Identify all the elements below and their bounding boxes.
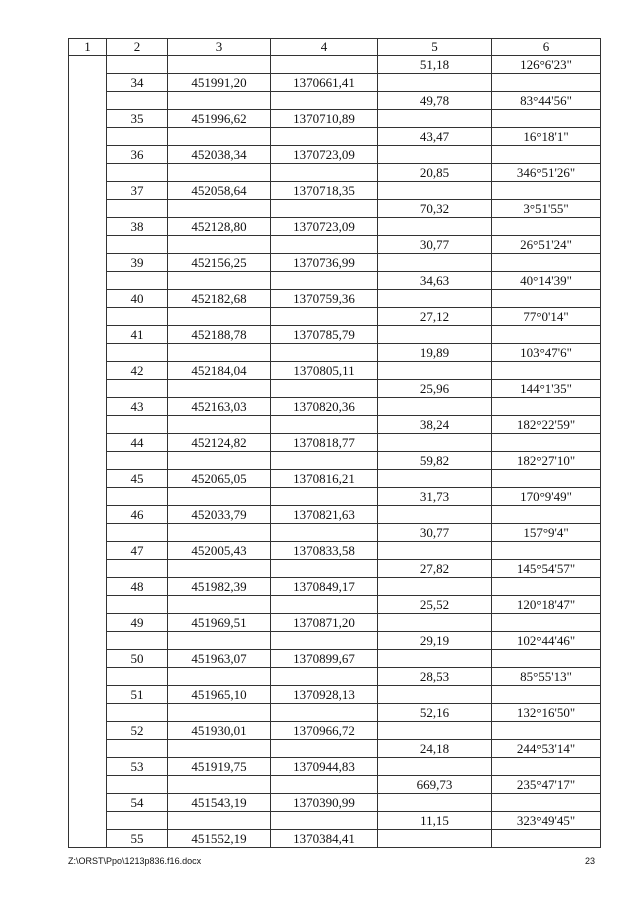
angle-cell — [492, 290, 601, 308]
x-coordinate-cell: 452005,43 — [168, 542, 271, 560]
table-row — [69, 542, 601, 560]
distance-cell: 27,12 — [378, 308, 492, 326]
point-number-cell — [107, 524, 168, 542]
x-coordinate-cell — [168, 164, 271, 182]
x-coordinate-cell — [168, 452, 271, 470]
angle-cell: 244°53'14" — [492, 740, 601, 758]
table-row — [69, 182, 601, 200]
point-number-cell — [107, 164, 168, 182]
angle-cell: 182°27'10" — [492, 452, 601, 470]
table-row — [69, 434, 601, 452]
table-row — [69, 128, 601, 146]
x-coordinate-cell: 452058,64 — [168, 182, 271, 200]
point-number-cell — [107, 596, 168, 614]
x-coordinate-cell: 452038,34 — [168, 146, 271, 164]
point-number-cell: 51 — [107, 686, 168, 704]
x-coordinate-cell — [168, 524, 271, 542]
point-number-cell: 54 — [107, 794, 168, 812]
angle-cell: 132°16'50" — [492, 704, 601, 722]
y-coordinate-cell — [271, 740, 378, 758]
angle-cell — [492, 470, 601, 488]
y-coordinate-cell: 1370899,67 — [271, 650, 378, 668]
y-coordinate-cell: 1370384,41 — [271, 830, 378, 848]
table-row — [69, 416, 601, 434]
point-number-cell — [107, 236, 168, 254]
x-coordinate-cell — [168, 272, 271, 290]
point-number-cell: 49 — [107, 614, 168, 632]
angle-cell — [492, 182, 601, 200]
point-number-cell — [107, 560, 168, 578]
point-number-cell: 41 — [107, 326, 168, 344]
distance-cell: 29,19 — [378, 632, 492, 650]
y-coordinate-cell: 1370759,36 — [271, 290, 378, 308]
y-coordinate-cell — [271, 488, 378, 506]
point-number-cell: 35 — [107, 110, 168, 128]
x-coordinate-cell: 451543,19 — [168, 794, 271, 812]
distance-cell: 34,63 — [378, 272, 492, 290]
y-coordinate-cell: 1370785,79 — [271, 326, 378, 344]
header-cell: 1 — [69, 39, 107, 56]
angle-cell: 145°54'57" — [492, 560, 601, 578]
distance-cell: 30,77 — [378, 524, 492, 542]
table-row — [69, 362, 601, 380]
point-number-cell — [107, 92, 168, 110]
angle-cell: 120°18'47" — [492, 596, 601, 614]
table-row — [69, 632, 601, 650]
table-row — [69, 272, 601, 290]
x-coordinate-cell: 451965,10 — [168, 686, 271, 704]
angle-cell — [492, 398, 601, 416]
coordinates-table — [68, 38, 601, 848]
point-number-cell — [107, 452, 168, 470]
distance-cell — [378, 110, 492, 128]
distance-cell — [378, 146, 492, 164]
distance-cell: 25,96 — [378, 380, 492, 398]
distance-cell — [378, 758, 492, 776]
y-coordinate-cell — [271, 560, 378, 578]
x-coordinate-cell — [168, 740, 271, 758]
y-coordinate-cell — [271, 164, 378, 182]
distance-cell — [378, 794, 492, 812]
y-coordinate-cell — [271, 776, 378, 794]
point-number-cell — [107, 740, 168, 758]
distance-cell: 59,82 — [378, 452, 492, 470]
angle-cell — [492, 506, 601, 524]
header-cell: 5 — [378, 39, 492, 56]
angle-cell: 103°47'6" — [492, 344, 601, 362]
angle-cell: 346°51'26" — [492, 164, 601, 182]
point-number-cell: 46 — [107, 506, 168, 524]
table-row — [69, 452, 601, 470]
distance-cell: 19,89 — [378, 344, 492, 362]
table-row — [69, 758, 601, 776]
angle-cell: 323°49'45" — [492, 812, 601, 830]
distance-cell: 38,24 — [378, 416, 492, 434]
x-coordinate-cell — [168, 560, 271, 578]
distance-cell — [378, 254, 492, 272]
distance-cell — [378, 290, 492, 308]
table-row — [69, 308, 601, 326]
table-row — [69, 218, 601, 236]
point-number-cell — [107, 380, 168, 398]
footer-file-path: Z:\ORST\Ppo\1213p836.f16.docx — [68, 856, 202, 866]
header-cell: 4 — [271, 39, 378, 56]
y-coordinate-cell — [271, 524, 378, 542]
y-coordinate-cell — [271, 236, 378, 254]
table-row — [69, 200, 601, 218]
angle-cell — [492, 614, 601, 632]
x-coordinate-cell — [168, 344, 271, 362]
angle-cell: 126°6'23" — [492, 56, 601, 74]
x-coordinate-cell: 451991,20 — [168, 74, 271, 92]
table-row — [69, 596, 601, 614]
angle-cell — [492, 326, 601, 344]
table-row — [69, 56, 601, 74]
point-number-cell: 37 — [107, 182, 168, 200]
angle-cell — [492, 830, 601, 848]
table-row — [69, 506, 601, 524]
point-number-cell — [107, 776, 168, 794]
distance-cell: 52,16 — [378, 704, 492, 722]
point-number-cell — [107, 200, 168, 218]
distance-cell — [378, 722, 492, 740]
distance-cell — [378, 74, 492, 92]
x-coordinate-cell: 452128,80 — [168, 218, 271, 236]
distance-cell — [378, 506, 492, 524]
header-row — [69, 39, 601, 56]
point-number-cell — [107, 632, 168, 650]
point-number-cell: 48 — [107, 578, 168, 596]
y-coordinate-cell — [271, 272, 378, 290]
table-row — [69, 830, 601, 848]
table-row — [69, 470, 601, 488]
x-coordinate-cell: 452163,03 — [168, 398, 271, 416]
angle-cell — [492, 542, 601, 560]
distance-cell: 31,73 — [378, 488, 492, 506]
angle-cell: 157°9'4" — [492, 524, 601, 542]
table-row — [69, 326, 601, 344]
y-coordinate-cell — [271, 704, 378, 722]
distance-cell — [378, 182, 492, 200]
x-coordinate-cell: 451982,39 — [168, 578, 271, 596]
point-number-cell: 38 — [107, 218, 168, 236]
x-coordinate-cell — [168, 416, 271, 434]
y-coordinate-cell — [271, 344, 378, 362]
point-number-cell — [107, 308, 168, 326]
point-number-cell: 53 — [107, 758, 168, 776]
column-1-merged-cell — [69, 56, 107, 848]
y-coordinate-cell — [271, 92, 378, 110]
angle-cell — [492, 722, 601, 740]
distance-cell — [378, 470, 492, 488]
y-coordinate-cell — [271, 596, 378, 614]
point-number-cell: 45 — [107, 470, 168, 488]
y-coordinate-cell: 1370966,72 — [271, 722, 378, 740]
distance-cell: 27,82 — [378, 560, 492, 578]
point-number-cell — [107, 704, 168, 722]
point-number-cell: 52 — [107, 722, 168, 740]
y-coordinate-cell: 1370736,99 — [271, 254, 378, 272]
y-coordinate-cell — [271, 812, 378, 830]
point-number-cell — [107, 668, 168, 686]
point-number-cell — [107, 56, 168, 74]
x-coordinate-cell: 451930,01 — [168, 722, 271, 740]
distance-cell — [378, 686, 492, 704]
x-coordinate-cell — [168, 308, 271, 326]
distance-cell — [378, 830, 492, 848]
distance-cell — [378, 614, 492, 632]
page-number: 23 — [585, 856, 596, 866]
distance-cell: 28,53 — [378, 668, 492, 686]
x-coordinate-cell — [168, 200, 271, 218]
angle-cell — [492, 254, 601, 272]
point-number-cell — [107, 416, 168, 434]
x-coordinate-cell: 452184,04 — [168, 362, 271, 380]
angle-cell: 85°55'13" — [492, 668, 601, 686]
distance-cell: 49,78 — [378, 92, 492, 110]
table-row — [69, 74, 601, 92]
point-number-cell: 55 — [107, 830, 168, 848]
table-row — [69, 488, 601, 506]
point-number-cell: 39 — [107, 254, 168, 272]
table-row — [69, 146, 601, 164]
x-coordinate-cell: 451969,51 — [168, 614, 271, 632]
table-row — [69, 398, 601, 416]
x-coordinate-cell: 452182,68 — [168, 290, 271, 308]
y-coordinate-cell: 1370710,89 — [271, 110, 378, 128]
distance-cell — [378, 362, 492, 380]
x-coordinate-cell — [168, 92, 271, 110]
y-coordinate-cell — [271, 56, 378, 74]
table-row — [69, 650, 601, 668]
x-coordinate-cell — [168, 632, 271, 650]
distance-cell — [378, 434, 492, 452]
distance-cell — [378, 650, 492, 668]
y-coordinate-cell: 1370723,09 — [271, 218, 378, 236]
table-row — [69, 776, 601, 794]
angle-cell: 40°14'39" — [492, 272, 601, 290]
point-number-cell: 34 — [107, 74, 168, 92]
y-coordinate-cell: 1370944,83 — [271, 758, 378, 776]
header-cell: 3 — [168, 39, 271, 56]
point-number-cell: 42 — [107, 362, 168, 380]
point-number-cell — [107, 272, 168, 290]
distance-cell: 70,32 — [378, 200, 492, 218]
angle-cell: 16°18'1" — [492, 128, 601, 146]
x-coordinate-cell: 452188,78 — [168, 326, 271, 344]
table-row — [69, 110, 601, 128]
distance-cell — [378, 578, 492, 596]
y-coordinate-cell: 1370849,17 — [271, 578, 378, 596]
x-coordinate-cell: 452033,79 — [168, 506, 271, 524]
point-number-cell: 50 — [107, 650, 168, 668]
angle-cell: 102°44'46" — [492, 632, 601, 650]
table-row — [69, 794, 601, 812]
x-coordinate-cell: 452124,82 — [168, 434, 271, 452]
distance-cell: 669,73 — [378, 776, 492, 794]
header-cell: 6 — [492, 39, 601, 56]
x-coordinate-cell — [168, 596, 271, 614]
x-coordinate-cell: 451919,75 — [168, 758, 271, 776]
table-row — [69, 560, 601, 578]
distance-cell: 30,77 — [378, 236, 492, 254]
distance-cell: 11,15 — [378, 812, 492, 830]
angle-cell: 144°1'35" — [492, 380, 601, 398]
y-coordinate-cell: 1370821,63 — [271, 506, 378, 524]
point-number-cell: 44 — [107, 434, 168, 452]
angle-cell — [492, 794, 601, 812]
distance-cell — [378, 398, 492, 416]
y-coordinate-cell — [271, 416, 378, 434]
y-coordinate-cell: 1370723,09 — [271, 146, 378, 164]
table-row — [69, 290, 601, 308]
distance-cell — [378, 326, 492, 344]
distance-cell — [378, 218, 492, 236]
point-number-cell: 47 — [107, 542, 168, 560]
table-row — [69, 164, 601, 182]
x-coordinate-cell — [168, 812, 271, 830]
x-coordinate-cell — [168, 236, 271, 254]
angle-cell: 3°51'55" — [492, 200, 601, 218]
x-coordinate-cell — [168, 668, 271, 686]
y-coordinate-cell: 1370818,77 — [271, 434, 378, 452]
point-number-cell: 43 — [107, 398, 168, 416]
angle-cell: 26°51'24" — [492, 236, 601, 254]
table-row — [69, 524, 601, 542]
angle-cell — [492, 218, 601, 236]
table-row — [69, 344, 601, 362]
y-coordinate-cell: 1370390,99 — [271, 794, 378, 812]
header-cell: 2 — [107, 39, 168, 56]
table-row — [69, 740, 601, 758]
x-coordinate-cell — [168, 776, 271, 794]
table-row — [69, 614, 601, 632]
distance-cell: 20,85 — [378, 164, 492, 182]
table-row — [69, 236, 601, 254]
y-coordinate-cell — [271, 632, 378, 650]
x-coordinate-cell: 451963,07 — [168, 650, 271, 668]
angle-cell — [492, 758, 601, 776]
point-number-cell: 40 — [107, 290, 168, 308]
point-number-cell: 36 — [107, 146, 168, 164]
distance-cell: 24,18 — [378, 740, 492, 758]
table-row — [69, 704, 601, 722]
angle-cell — [492, 434, 601, 452]
y-coordinate-cell: 1370816,21 — [271, 470, 378, 488]
x-coordinate-cell — [168, 704, 271, 722]
x-coordinate-cell — [168, 380, 271, 398]
point-number-cell — [107, 812, 168, 830]
point-number-cell — [107, 344, 168, 362]
angle-cell: 182°22'59" — [492, 416, 601, 434]
y-coordinate-cell — [271, 128, 378, 146]
y-coordinate-cell: 1370928,13 — [271, 686, 378, 704]
angle-cell — [492, 650, 601, 668]
angle-cell — [492, 362, 601, 380]
angle-cell: 77°0'14" — [492, 308, 601, 326]
x-coordinate-cell — [168, 56, 271, 74]
distance-cell: 25,52 — [378, 596, 492, 614]
y-coordinate-cell — [271, 380, 378, 398]
table-row — [69, 722, 601, 740]
point-number-cell — [107, 488, 168, 506]
angle-cell: 83°44'56" — [492, 92, 601, 110]
y-coordinate-cell: 1370871,20 — [271, 614, 378, 632]
x-coordinate-cell: 452156,25 — [168, 254, 271, 272]
table-row — [69, 668, 601, 686]
distance-cell: 51,18 — [378, 56, 492, 74]
y-coordinate-cell — [271, 452, 378, 470]
y-coordinate-cell: 1370833,58 — [271, 542, 378, 560]
angle-cell — [492, 578, 601, 596]
x-coordinate-cell — [168, 488, 271, 506]
point-number-cell — [107, 128, 168, 146]
x-coordinate-cell: 451996,62 — [168, 110, 271, 128]
table-row — [69, 92, 601, 110]
table-row — [69, 380, 601, 398]
angle-cell: 235°47'17" — [492, 776, 601, 794]
table-row — [69, 254, 601, 272]
x-coordinate-cell: 451552,19 — [168, 830, 271, 848]
y-coordinate-cell: 1370805,11 — [271, 362, 378, 380]
distance-cell: 43,47 — [378, 128, 492, 146]
angle-cell — [492, 146, 601, 164]
y-coordinate-cell — [271, 308, 378, 326]
table-row — [69, 578, 601, 596]
distance-cell — [378, 542, 492, 560]
y-coordinate-cell: 1370718,35 — [271, 182, 378, 200]
table-row — [69, 686, 601, 704]
table-row — [69, 812, 601, 830]
y-coordinate-cell: 1370820,36 — [271, 398, 378, 416]
angle-cell — [492, 110, 601, 128]
angle-cell: 170°9'49" — [492, 488, 601, 506]
y-coordinate-cell — [271, 668, 378, 686]
angle-cell — [492, 74, 601, 92]
x-coordinate-cell — [168, 128, 271, 146]
y-coordinate-cell: 1370661,41 — [271, 74, 378, 92]
angle-cell — [492, 686, 601, 704]
y-coordinate-cell — [271, 200, 378, 218]
x-coordinate-cell: 452065,05 — [168, 470, 271, 488]
